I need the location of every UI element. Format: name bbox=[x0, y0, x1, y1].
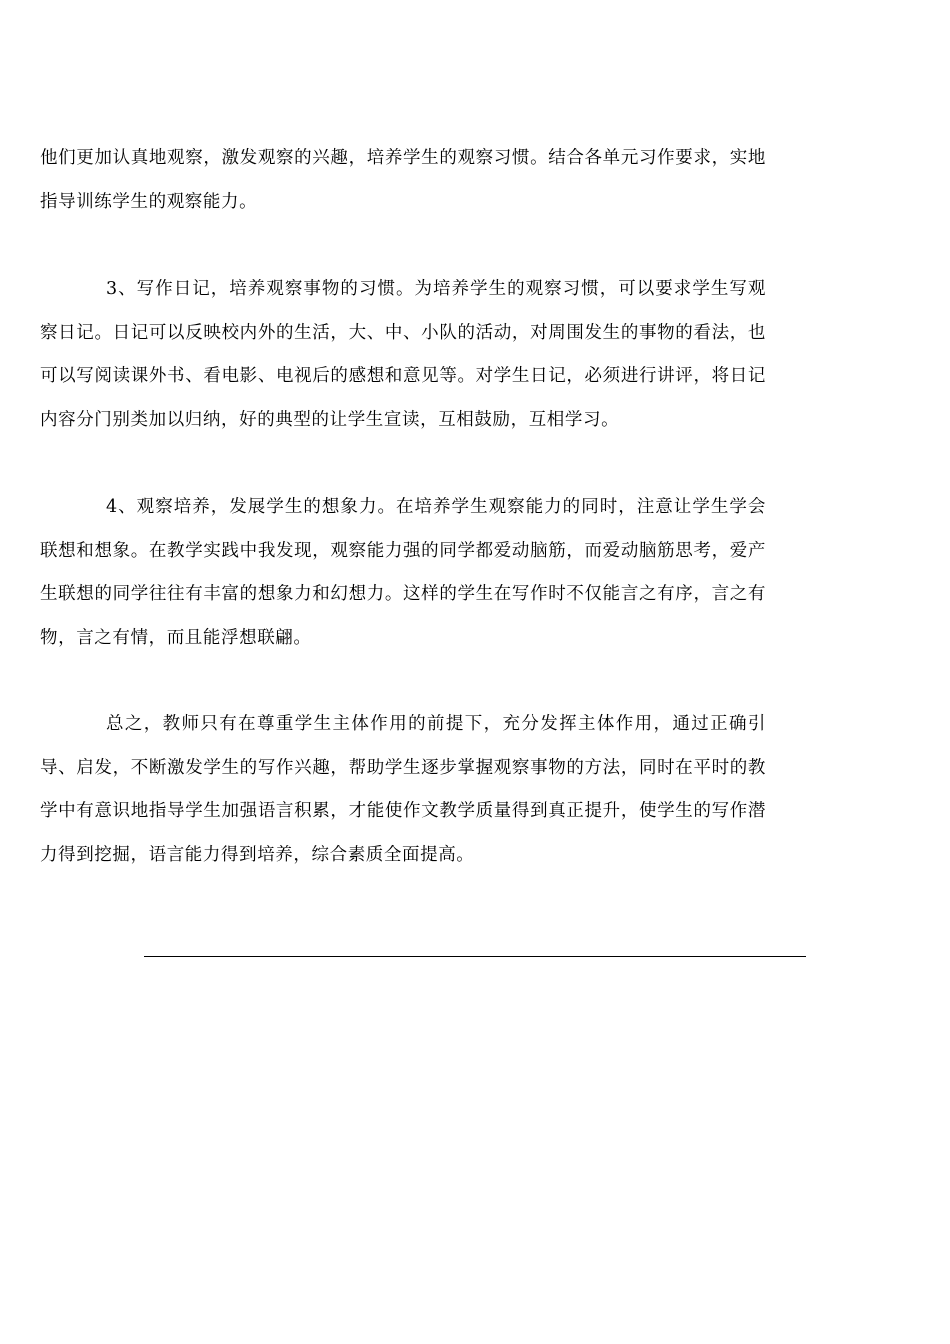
paragraph-diary-writing: 3、写作日记，培养观察事物的习惯。为培养学生的观察习惯，可以要求学生写观察日记。日记可以反映校内外的生活，大、中、小队的活动，对周围发生的事物的看法，也可以写阅读课外书、看电影、电视后的感想和意见等。对学生日记，必须进行讲评，将日记内容分门别类加以归纳，好的典型的让学生宣读，互相鼓励，互相学习。 bbox=[40, 279, 766, 430]
paragraph-continuation: 他们更加认真地观察，激发观察的兴趣，培养学生的观察习惯。结合各单元习作要求，实地指导训练学生的观察能力。 bbox=[40, 148, 766, 212]
paragraph-imagination: 4、观察培养，发展学生的想象力。在培养学生观察能力的同时，注意让学生学会联想和想象。在教学实践中我发现，观察能力强的同学都爱动脑筋，而爱动脑筋思考，爱产生联想的同学往往有丰富的想象力和幻想力。这样的学生在写作时不仅能言之有序，言之有物，言之有情，而且能浮想联翩。 bbox=[40, 497, 766, 648]
horizontal-divider bbox=[144, 956, 806, 957]
paragraph-conclusion: 总之，教师只有在尊重学生主体作用的前提下，充分发挥主体作用，通过正确引导、启发，不断激发学生的写作兴趣，帮助学生逐步掌握观察事物的方法，同时在平时的教学中有意识地指导学生加强语言积累，才能使作文教学质量得到真正提升，使学生的写作潜力得到挖掘，语言能力得到培养，综合素质全面提高。 bbox=[40, 714, 766, 865]
